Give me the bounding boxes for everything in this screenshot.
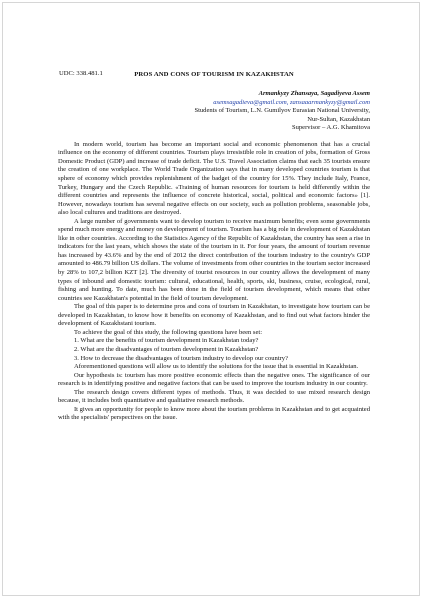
affiliation-line-1: Students of Tourism, L.N. Gumilyov Eurasian National University, <box>194 107 370 115</box>
paragraph-1: In modern world, tourism has become an important social and economic phenomenon that has a crucial influence on the economy of different countries. Tourism plays irresistible role in creation of jobs, formation of Gross Domestic Product (GDP) and increase of trade deficit. The U.S. Travel Association claims that each 35 tourists ensure the creation of one workplace. The World Trade Organization says that in many developed countries tourism is that sphere of economy which provides replenishment of the badget of the country for 15%. They include Italy, France, Turkey, Hungary and the Czech Republic. «Training of human resources for tourism is held differently within the different countries and represents the influence of concrete historical, social, political and economic factors» [1]. However, nowadays tourism has several negative effects on our society, such as pollution problems, seasonable jobs, also local cultures and traditions are destroyed. <box>58 140 370 217</box>
paragraph-8: It gives an opportunity for people to know more about the tourism problems in Kazakhstan and to get acquainted with the specialists' perspectives on the issue. <box>58 405 370 422</box>
authors: Armankyzy Zhansaya, Sagadiyeva Assem <box>258 90 370 98</box>
affiliation-line-2: Nur-Sultan, Kazakhstan <box>307 115 370 123</box>
udc-code: UDC: 338.481.1 <box>59 70 103 77</box>
paragraph-5: Aforementioned questions will allow us to identify the solutions for the issue that is essential in Kazakhstan. <box>74 363 359 371</box>
paragraph-6: Our hypothesis is: tourism has more positive economic effects than the negative ones. The significance of our research is in identifying positive and negative factors that can be used to improve the tourism industry in our country. <box>58 371 370 388</box>
author-emails: asemsagadieva@gmail.com, zansaaarmankyzy@gmail.com <box>213 98 370 106</box>
paragraph-2: A large number of governments want to develop tourism to receive maximum benefits; even some governments spend much more energy and money on development of tourism. Tourism has a big role in development of Kazakhstan like in other countries. According to the Statistics Agency of the Republic of Kazakhstan, the country has seen a rise in indicators for the last years, which shows the state of the tourism in it. For four years, the amount of tourism revenue has increased by 43.6% and by the end of 2012 the direct contribution of the tourism industry to the country's GDP amounted to 486.79 billion US dollars. The volume of investments from other countries in the tourism sector increased by 28% to 107,2 billion KZT [2]. The diversity of tourist resources in our country allows the development of many types of inbound and domestic tourism: cultural, educational, health, sports, ski, business, cruise, ecological, rural, fishing and hunting. To date, much has been done in the field of tourism development, which means that other countries see Kazakhstan's potential in the field of tourism development. <box>58 217 370 302</box>
paragraph-3: The goal of this paper is to determine pros and cons of tourism in Kazakhstan, to investigate how tourism can be developed in Kazakhstan, to know how it benefits on economy of Kazakhstan, and to find out what factors hinder the development of Kazakhstani tourism. <box>58 303 370 328</box>
paragraph-7: The research design covers different types of methods. Thus, it was decided to use mixed research design because, it includes both quantitative and qualitative research methods. <box>58 388 370 405</box>
email-link-1[interactable]: asemsagadieva@gmail.com <box>213 98 287 106</box>
email-link-2[interactable]: zansaaarmankyzy@gmail.com <box>289 98 370 106</box>
question-1: 1. What are the benefits of tourism development in Kazakhstan today? <box>74 337 259 345</box>
paragraph-4: To achieve the goal of this study, the following questions have been set: <box>74 328 263 336</box>
supervisor-line: Supervisor – A.G. Khamitova <box>291 124 370 132</box>
question-2: 2. What are the disadvantages of tourism development in Kazakhstan? <box>74 345 259 353</box>
paper-title: PROS AND CONS OF TOURISM IN KAZAKHSTAN <box>134 70 294 78</box>
paper-page <box>58 70 370 423</box>
question-3: 3. How to decrease the disadvantages of tourism industry to develop our country? <box>74 354 288 362</box>
